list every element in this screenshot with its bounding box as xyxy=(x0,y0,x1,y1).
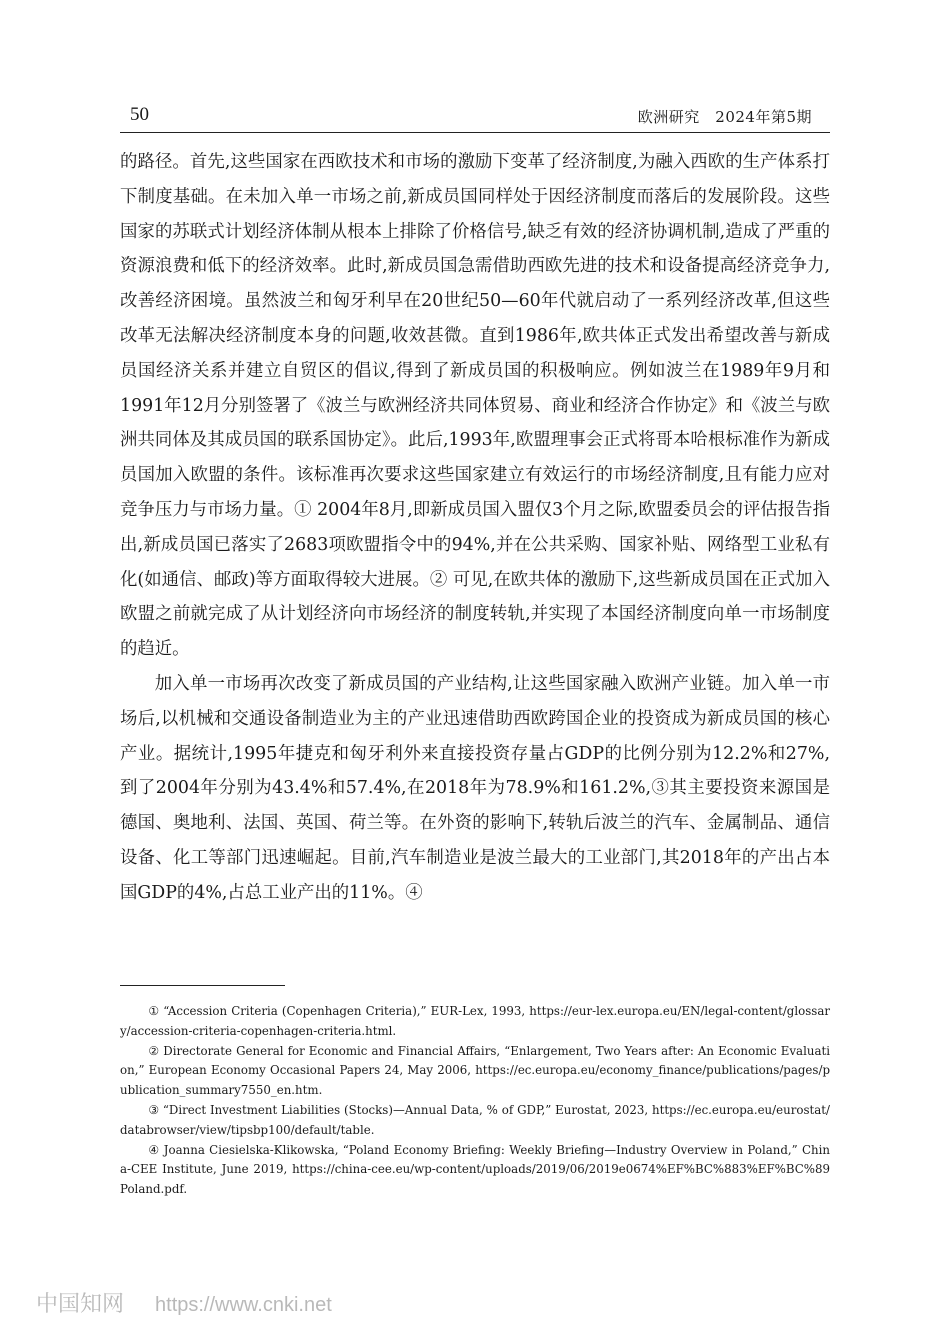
watermark-url[interactable]: https://www.cnki.net xyxy=(155,1294,332,1316)
paragraph: 加入单一市场再次改变了新成员国的产业结构,让这些国家融入欧洲产业链。加入单一市场后,以机械和交通设备制造业为主的产业迅速借助西欧跨国企业的投资成为新成员国的核心产业。据统计,1995年捷克和匈牙利外来直接投资存量占GDP的比例分别为12.2%和27%,到了2004年分别为43.4%和57.4%,在2018年为78.9%和161.2%,③其主要投资来源国是德国、奥地利、法国、英国、荷兰等。在外资的影响下,转轨后波兰的汽车、金属制品、通信设备、化工等部门迅速崛起。目前,汽车制造业是波兰最大的工业部门,其2018年的产出占本国GDP的4%,占总工业产出的11%。④ xyxy=(120,673,830,903)
journal-issue: 欧洲研究 2024年第5期 xyxy=(637,108,812,126)
watermark-brand: 中国知网 xyxy=(36,1292,125,1317)
header-rule xyxy=(120,132,830,133)
footnote: ② Directorate General for Economic and Financial Affairs, “Enlargement, Two Years after: An Economic Evaluation,” European Economy Occasional Papers 24, May 2006, https://ec.europa.eu/economy_finance/publications/pages/publication_summary7550_en.htm. xyxy=(120,1043,830,1098)
footnote: ④ Joanna Ciesielska-Klikowska, “Poland Economy Briefing: Weekly Briefing—Industry Overview in Poland,” China-CEE Institute, June 2019, https://china-cee.eu/wp-content/uploads/2019/06/2019e0674%EF%BC%883%EF%BC%89Poland.pdf. xyxy=(120,1142,830,1197)
footnotes xyxy=(120,1002,830,1200)
paragraph: 的路径。首先,这些国家在西欧技术和市场的激励下变革了经济制度,为融入西欧的生产体系打下制度基础。在未加入单一市场之前,新成员国同样处于因经济制度而落后的发展阶段。这些国家的苏联式计划经济体制从根本上排除了价格信号,缺乏有效的经济协调机制,造成了严重的资源浪费和低下的经济效率。此时,新成员国急需借助西欧先进的技术和设备提高经济竞争力,改善经济困境。虽然波兰和匈牙利早在20世纪50—60年代就启动了一系列经济改革,但这些改革无法解决经济制度本身的问题,收效甚微。直到1986年,欧共体正式发出希望改善与新成员国经济关系并建立自贸区的倡议,得到了新成员国的积极响应。例如波兰在1989年9月和1991年12月分别签署了《波兰与欧洲经济共同体贸易、商业和经济合作协定》和《波兰与欧洲共同体及其成员国的联系国协定》。此后,1993年,欧盟理事会正式将哥本哈根标准作为新成员国加入欧盟的条件。该标准再次要求这些国家建立有效运行的市场经济制度,且有能力应对竞争压力与市场力量。① 2004年8月,即新成员国入盟仅3个月之际,欧盟委员会的评估报告指出,新成员国已落实了2683项欧盟指令中的94%,并在公共采购、国家补贴、网络型工业私有化(如通信、邮政)等方面取得较大进展。② 可见,在欧共体的激励下,这些新成员国在正式加入欧盟之前就完成了从计划经济向市场经济的制度转轨,并实现了本国经济制度向单一市场制度的趋近。 xyxy=(120,152,830,660)
footnote: ① “Accession Criteria (Copenhagen Criteria),” EUR-Lex, 1993, https://eur-lex.europa.eu/EN/legal-content/glossary/accession-criteria-copenhagen-criteria.html. xyxy=(120,1004,830,1038)
body-text xyxy=(120,145,830,911)
page-header xyxy=(120,100,830,130)
footnote-rule xyxy=(120,985,285,986)
cnki-watermark xyxy=(36,1287,332,1318)
footnote: ③ “Direct Investment Liabilities (Stocks)—Annual Data, % of GDP,” Eurostat, 2023, https://ec.europa.eu/eurostat/databrowser/view/tipsbp100/default/table. xyxy=(120,1102,830,1137)
page-number: 50 xyxy=(130,104,149,125)
